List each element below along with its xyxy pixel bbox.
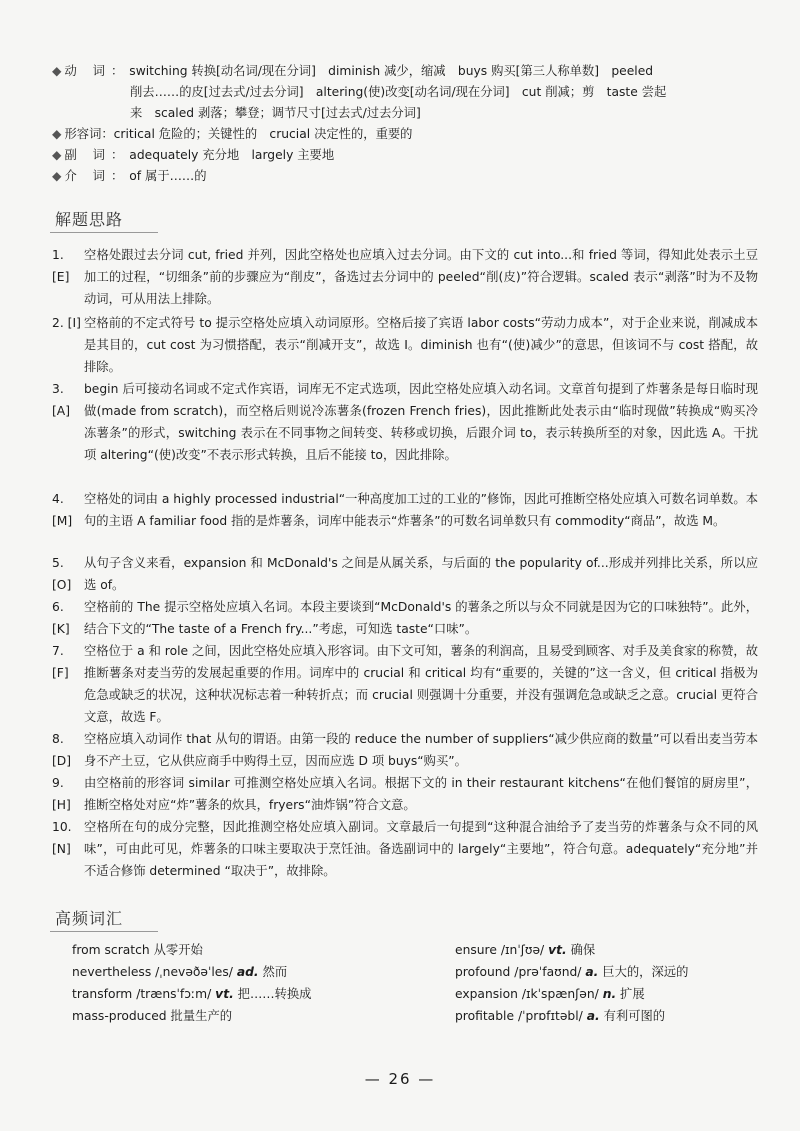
solution-text: 从句子含义来看，expansion 和 McDonald's 之间是从属关系，与后面的 the popularity of...形成并列排比关系，所以应选 of。	[84, 556, 758, 592]
vocab-entry	[455, 1006, 665, 1026]
section-divider	[50, 931, 158, 932]
diamond-bullet-icon: ◆	[52, 169, 62, 183]
solution-number: 5. [O]	[52, 556, 72, 592]
pos-adjective-line	[52, 125, 758, 144]
vocab-pos: vt.	[548, 943, 567, 957]
vocab-entry	[72, 940, 203, 960]
vocab-meaning: 把……转换成	[237, 987, 312, 1001]
vocab-word: profitable	[455, 1009, 515, 1023]
vocab-pos: a.	[586, 1009, 600, 1023]
vocab-meaning: 批量生产的	[170, 1009, 233, 1023]
solution-item	[52, 816, 758, 882]
vocab-word: mass-produced	[72, 1009, 167, 1023]
diamond-bullet-icon: ◆	[52, 148, 62, 162]
vocab-meaning: 确保	[570, 943, 596, 957]
vocab-entry	[72, 962, 287, 982]
vocab-pos: ad.	[236, 965, 259, 979]
vocab-word: ensure	[455, 943, 497, 957]
vocab-entry	[455, 984, 645, 1004]
pos-verb-line-1	[52, 62, 758, 81]
solution-number: 9. [H]	[52, 776, 71, 812]
pos-label-preposition: 介 词：	[64, 169, 130, 183]
pos-preposition-line	[52, 167, 758, 186]
solution-number: 7. [F]	[52, 644, 69, 680]
pos-adverb-text: adequately 充分地 largely 主要地	[129, 148, 335, 162]
vocab-meaning: 然而	[262, 965, 288, 979]
pos-verb-text-1: switching 转换[动名词/现在分词] diminish 减少，缩减 buys 购买[第三人称单数] peeled	[129, 64, 654, 78]
vocab-word: nevertheless	[72, 965, 152, 979]
solution-number: 3. [A]	[52, 382, 71, 418]
pos-preposition-text: of 属于……的	[129, 169, 207, 183]
vocab-meaning: 从零开始	[153, 943, 203, 957]
vocab-phonetic: /ˌnevəðəˈles/	[155, 965, 233, 979]
solution-item	[52, 772, 758, 816]
vocab-phonetic: /ɪnˈʃʊə/	[500, 943, 545, 957]
section-title-solution: 解题思路	[55, 210, 124, 229]
solution-number: 6. [K]	[52, 600, 70, 636]
solution-text: 空格前的 The 提示空格处应填入名词。本段主要谈到“McDonald's 的薯条之所以与众不同就是因为它的口味独特”。此外，结合下文的“The taste of a French fry...”考虑，可知选 taste“口味”。	[84, 600, 758, 636]
solution-item	[52, 640, 758, 728]
vocab-meaning: 有利可图的	[603, 1009, 666, 1023]
pos-label-adjective: 形容词：	[64, 127, 114, 141]
solution-number: 8. [D]	[52, 732, 72, 768]
section-title-vocab: 高频词汇	[55, 909, 124, 928]
pos-adverb-line	[52, 146, 758, 165]
vocab-word: from scratch	[72, 943, 150, 957]
solution-text: 空格前的不定式符号 to 提示空格处应填入动词原形。空格后接了宾语 labor costs“劳动力成本”，对于企业来说，削减成本是其目的，cut cost 为习惯搭配，表示“削减开支”，故选 I。diminish 也有“(使)减少”的意思，但该词不与 cost 搭配，故排除。	[84, 316, 758, 374]
solution-number: 10. [N]	[52, 820, 72, 856]
pos-label-adverb: 副 词：	[64, 148, 130, 162]
vocab-meaning: 巨大的，深远的	[602, 965, 689, 979]
solution-text: begin 后可接动名词或不定式作宾语，词库无不定式选项，因此空格处应填入动名词。文章首句提到了炸薯条是每日临时现做(made from scratch)，而空格后则说冷冻薯条(frozen French fries)，因此推断此处表示由“临时现做”转换成“购买冷冻薯条”的形式，switching 表示在不同事物之间转变、转移或切换，后跟介词 to，表示转换所至的对象，因此选 A。干扰项 altering“(使)改变”不表示形式转换，且后不能接 to，因此排除。	[84, 382, 758, 462]
solution-number: 2. [I]	[52, 316, 81, 330]
solution-text: 空格处的词由 a highly processed industrial“一种高度加工过的工业的”修饰，因此可推断空格处应填入可数名词单数。本句的主语 A familiar food 指的是炸薯条，词库中能表示“炸薯条”的可数名词单数只有 commodity“商品”，故选 M。	[84, 492, 758, 528]
solution-item	[52, 728, 758, 772]
diamond-bullet-icon: ◆	[52, 64, 62, 78]
pos-adjective-text: critical 危险的；关键性的 crucial 决定性的，重要的	[113, 127, 413, 141]
vocab-phonetic: /ɪkˈspænʃən/	[521, 987, 599, 1001]
solution-item	[52, 312, 758, 378]
section-divider	[50, 232, 158, 233]
vocab-entry	[72, 984, 311, 1004]
vocab-entry	[455, 940, 595, 960]
solution-text: 空格位于 a 和 role 之间，因此空格处应填入形容词。由下文可知，薯条的利润高，且易受到顾客、对手及美食家的称赞，故推断薯条对麦当劳的发展起重要的作用。词库中的 crucial 和 critical 均有“重要的，关键的”这一含义，但 critical 指极为危急或缺乏的状况，这种状况标志着一种转折点；而 crucial 则强调十分重要，并没有强调危急或缺乏之意。crucial 更符合文意，故选 F。	[84, 644, 758, 724]
solution-item	[52, 552, 758, 596]
pos-verb-line-3: 来 scaled 剥落；攀登；调节尺寸[过去式/过去分词]	[130, 106, 421, 120]
solution-text: 空格处跟过去分词 cut, fried 并列，因此空格处也应填入过去分词。由下文的 cut into...和 fried 等词，得知此处表示土豆加工的过程，“切细条”前的步骤应为“削皮”，备选过去分词中的 peeled“削(皮)”符合逻辑。scaled 表示“剥落”时为不及物动词，可从用法上排除。	[84, 248, 758, 306]
pos-verb-line-2: 削去……的皮[过去式/过去分词] altering(使)改变[动名词/现在分词] cut 削减；剪 taste 尝起	[130, 85, 667, 99]
solution-text: 空格所在句的成分完整，因此推测空格处应填入副词。文章最后一句提到“这种混合油给予了麦当劳的炸薯条与众不同的风味”，可由此可见，炸薯条的口味主要取决于烹饪油。备选副词中的 largely“主要地”，符合句意。adequately“充分地”并不适合修饰 determined “取决于”，故排除。	[84, 820, 758, 878]
page-number: — 26 —	[364, 1070, 436, 1088]
vocab-pos: a.	[585, 965, 599, 979]
solution-number: 4. [M]	[52, 492, 73, 528]
solution-item	[52, 488, 758, 532]
vocab-word: expansion	[455, 987, 518, 1001]
solution-item	[52, 596, 758, 640]
vocab-entry	[455, 962, 688, 982]
vocab-phonetic: /ˈprɒfɪtəbl/	[517, 1009, 583, 1023]
solution-item	[52, 244, 758, 310]
vocab-phonetic: /prəˈfaʊnd/	[514, 965, 582, 979]
solution-text: 空格应填入动词作 that 从句的谓语。由第一段的 reduce the number of suppliers“减少供应商的数量”可以看出麦当劳本身不产土豆，它从供应商手中购得土豆，因而应选 D 项 buys“购买”。	[84, 732, 758, 768]
vocab-meaning: 扩展	[620, 987, 645, 1001]
vocab-pos: vt.	[215, 987, 234, 1001]
diamond-bullet-icon: ◆	[52, 127, 62, 141]
solution-item	[52, 378, 758, 466]
solution-text: 由空格前的形容词 similar 可推测空格处应填入名词。根据下文的 in their restaurant kitchens“在他们餐馆的厨房里”，推断空格处对应“炸”薯条的炊具，fryers“油炸锅”符合文意。	[84, 776, 758, 812]
pos-label-verb: 动 词：	[64, 64, 130, 78]
vocab-phonetic: /trænsˈfɔːm/	[136, 987, 212, 1001]
vocab-entry	[72, 1006, 232, 1026]
solution-number: 1. [E]	[52, 248, 70, 284]
vocab-pos: n.	[602, 987, 617, 1001]
vocab-word: profound	[455, 965, 511, 979]
vocab-word: transform	[72, 987, 133, 1001]
